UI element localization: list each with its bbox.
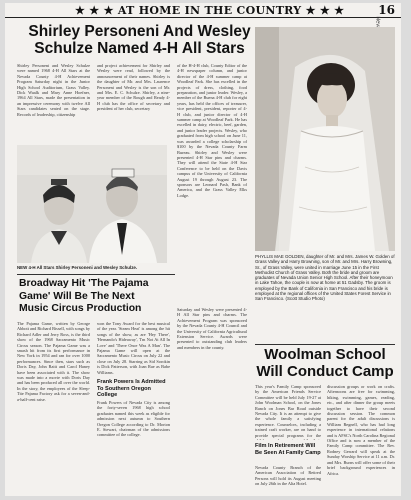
article2-subhead: Frank Powers Is Admitted To Southern Oregon College xyxy=(97,379,166,398)
article3-column2: discussion groups or work on crafts. Afternoons are free for swimming, hiking, swimming, games, reading, etc., and after dinner the group meets together to have their second discussion session. The common parent for the adult discussions is William Regnell, who has had long experience in international relations and is AFSC's North Carolina Regional Office and is now a member of the Family Camp committee. The Rev. Rodney Gerrard will speak at the Sunday Worship Service at 11 a.m. Dr. and Mrs. Burns will offer some of their brief background experiences in Africa. xyxy=(327,384,395,476)
article3-headline xyxy=(255,347,395,380)
article1-headline xyxy=(17,23,262,57)
all-stars-photo-image xyxy=(17,145,167,263)
article3-column1: This year's Family Camp sponsored by the American Friends Service Committee will be held July 19-27 at John Woolman School, on the Jones Ranch on Jones Bar Road outside Nevada City. It is an attempt to give the whole family a satisfying experience. Counselors, including a trained craft worker, are on hand to provide special programs for the xyxy=(255,384,321,438)
article2-headline-line3: Music Circus Production xyxy=(19,303,142,314)
article1-column2: and project achievement for Shirley and Wesley were read, followed by the announcement of their names. Shirley is the daughter of Mr. and Mrs. Laurence Personeni and Wesley is the son of Mr. and Mrs. E. C. Schulze. Shirley, a nine-year member of the Rough and Ready 4-H club has the office of secretary and president of her club, secretary xyxy=(97,63,170,112)
article3-headline-line2: Will Conduct Camp xyxy=(256,362,394,380)
divider xyxy=(255,344,395,345)
newspaper-page xyxy=(5,3,401,496)
article1-column3: of the H-4-H club, County Editor of the 4-H newspaper column, and junior director of the 4-H summer camp at Woodleaf Park. She has excelled in the projects of dress, clothing, food preparation, and junior leader. Wesley, a member of the Buena 4-H club for eight years, has held the offices of treasurer, vice president, president, reporter of 4-H club, and junior director of 4-H summer camp at Woodleaf Park. He has excelled in dairy, electric, beef, garden, and junior leader projects. Wesley, who graduated from high school on June 11, was awarded a college scholarship of $100 by the Nevada County Farm Bureau. Shirley and Wesley were presented 4-H Star pins and charms. They will attend the State 4-H Star Conference to be held on the Davis campus of the University of California August 19 through August 23. The sponsors are Leonard Pash, Bank of America, and the Grass Valley Elks Lodge. xyxy=(177,63,247,198)
article2-column2b: Frank Powers of Nevada City is among the forty-seven 1968 high school graduates named this week as eligible for admission next autumn to Southern Oregon College according to Dr. Morton E. Stewart, chairman of the admissions committee of the college. xyxy=(97,400,170,438)
article3-subhead: Film In Retirement Will Be Seen At Family Camp xyxy=(255,443,321,456)
page-number: 16 xyxy=(378,3,395,17)
article2-headline xyxy=(19,278,177,316)
all-stars-photo xyxy=(17,145,167,263)
bride-photo-image xyxy=(255,27,395,251)
article1-headline-line1: Shirley Personeni And Wesley xyxy=(28,23,251,40)
page-header xyxy=(5,3,401,18)
divider xyxy=(17,274,175,275)
article2-column2: won the Tony Award for the best musical of the year. 'Steam Heat' is among the hit songs of the show, as are 'Hey There', 'Hernando's Hideaway', 'I'm Not At All In Love' and 'There Once Was A Man'. The Pajama Game will open at the Sacramento Music Circus on July 22 and close on July 28. Starring as Sid Sorokin is Dick Patterson, with Joan Rae as Babe Williams. xyxy=(97,321,170,375)
article2-headline-line2: Game' Will Be The Next xyxy=(19,290,135,302)
bride-photo-caption: PHYLLIS MAE GOLDEN, daughter of Mr. and Mrs. James W. Golden of Grass Valley and Harry Browning, son of Mr. and Mrs. Harry Browning, Sr., of Grass Valley, were united in marriage June 15 in the First Methodist Church of Grass Valley. Both the bride and groom are graduates of Nevada Union Senior High School. After their honeymoon in Lake Tahoe, the couple is now at home at 51 Gadsby. The groom is employed by the Bank of California in San Francisco and his bride is employed at the regional offices of the United States Forest Service in San Francisco. (Scott Studio Photo) xyxy=(255,254,395,302)
article1-column1: Shirley Personeni and Wesley Schulze were named 1968 4-H All Stars at the Nevada County 4-H Achievement Program Saturday night in the Junior High School Auditorium, Grass Valley. Dick Waalk and Mary Anne Hoefner, 1964 All Stars, made the presentation in an impressive ceremony with twelve All Stars candidates seated on the stage. Records of leadership, citizenship xyxy=(17,63,90,117)
section-title: ★ ★ ★ AT HOME IN THE COUNTRY ★ ★ ★ xyxy=(75,4,345,17)
article3-headline-line1: Woolman School xyxy=(264,346,386,363)
article2-column1: The Pajama Game, written by George Abbott and Richard Bissell, with songs by Richard Adler and Jerry Ross, is the third show of the 1968 Sacramento Music Circus season. The Pajama Game was a smash hit from its first performance in New York in 1954 and ran for over 1000 performances. Since then, stars such as Doris Day, John Raitt and Carol Haney have been associated with it. The show was made into a movie with Doris Day and has been produced all over the world. In the story, the employees of the Sleep-Tite Pajama Factory ask for a seven-and-a-half-cent raise. xyxy=(17,321,90,402)
article3-column1b: Nevada County Branch of the American Association of Retired Persons will hold its August meeting on July 26th in the Alta Hotel. xyxy=(255,465,321,487)
article2-column3: Saturday and Wesley were presented 4-H All Star pins and charms. The Achievement Program was sponsored by the Nevada County 4-H Council and the University of California Agricultural Extension Service. Awards were presented to outstanding club leaders and members in the county. xyxy=(177,307,247,350)
article1-headline-line2: Schulze Named 4-H All Stars xyxy=(34,40,245,57)
bride-photo xyxy=(255,27,395,251)
article2-headline-line1: Broadway Hit 'The Pajama xyxy=(19,278,149,289)
all-stars-photo-caption: NEW 4-H All Stars Shirley Personeni and Wesley Schulze. xyxy=(17,265,138,270)
